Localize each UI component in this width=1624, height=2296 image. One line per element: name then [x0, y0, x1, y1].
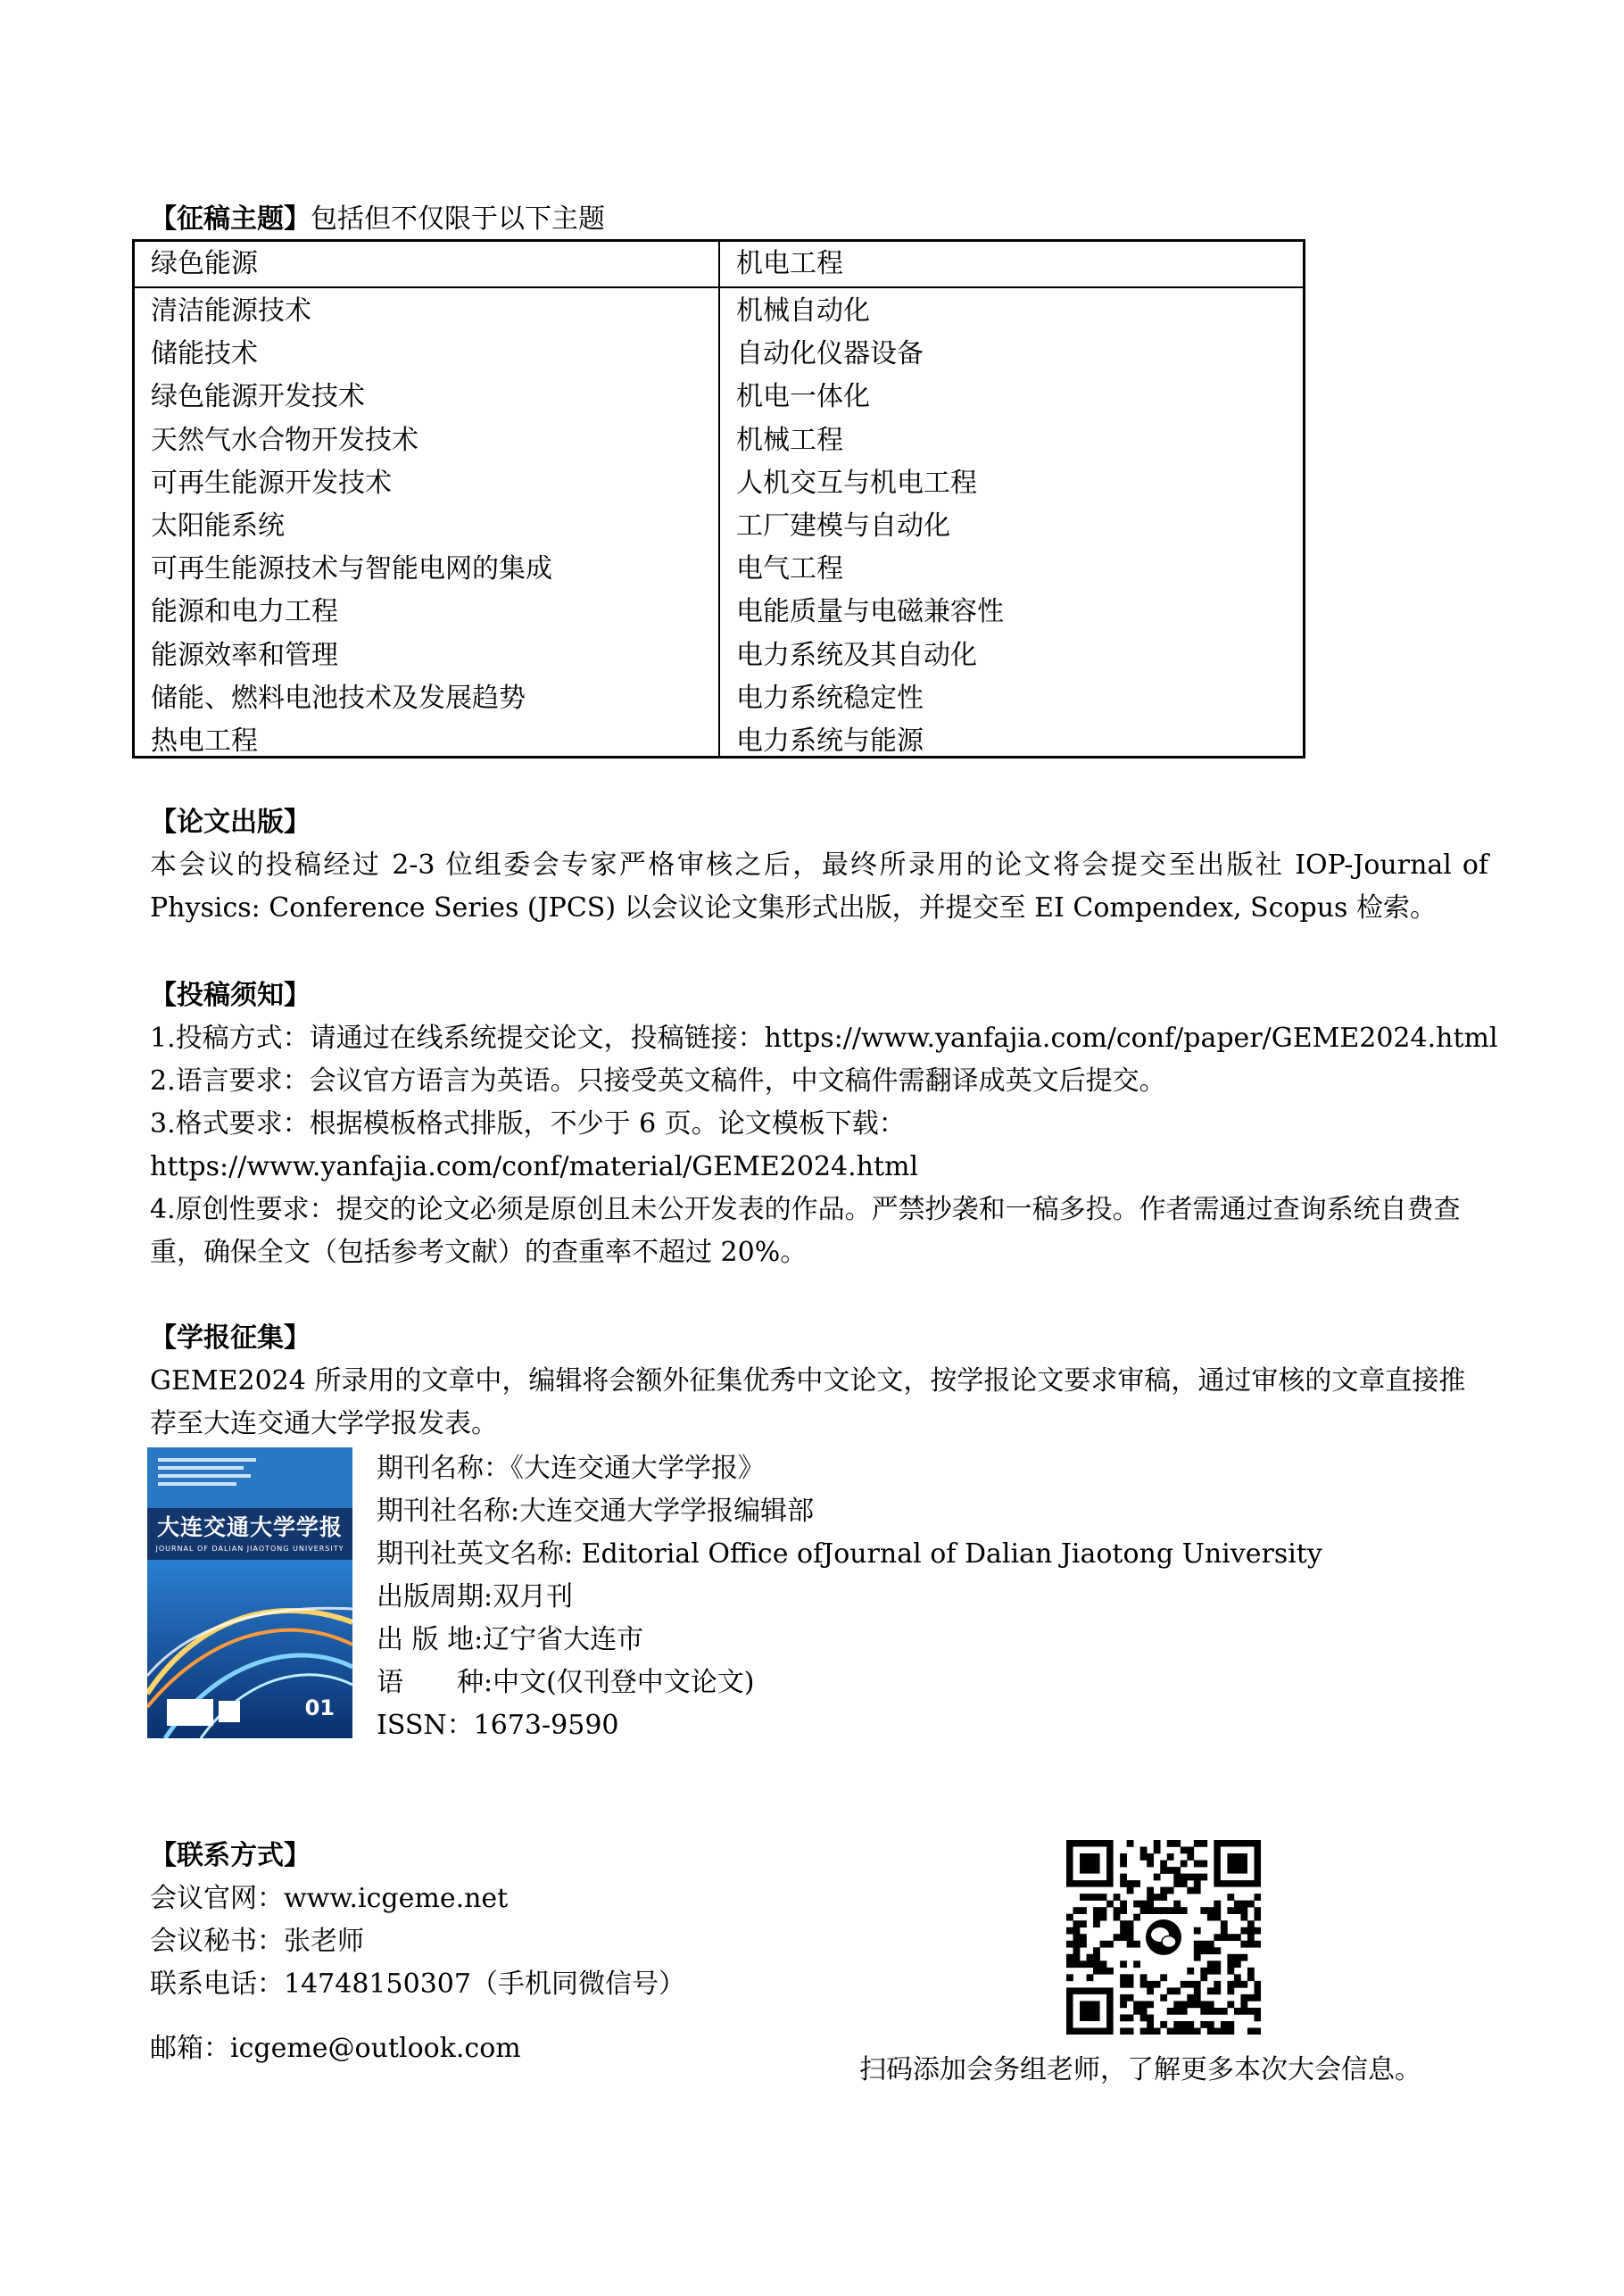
list-item: 机电一体化: [736, 381, 870, 413]
cover-small-text: [158, 1458, 265, 1490]
list-item: 电气工程: [736, 553, 843, 585]
list-item: 人机交互与机电工程: [736, 467, 977, 499]
contact-secretary: 会议秘书：张老师: [150, 1926, 364, 1957]
contact-website[interactable]: 会议官网：www.icgeme.net: [150, 1883, 509, 1914]
journal-text: GEME2024 所录用的文章中，编辑将会额外征集优秀中文论文，按学报论文要求审稿，通过审核的文章直接推荐至大连交通大学学报发表。: [150, 1365, 1466, 1439]
submission-line-4: 4.原创性要求：提交的论文必须是原创且未公开发表的作品。严禁抄袭和一稿多投。作者需通过查询系统自费查重，确保全文（包括参考文献）的查重率不超过 20%。: [150, 1194, 1461, 1268]
col1-list: [151, 290, 552, 763]
journal-info-publisher: 期刊社名称:大连交通大学学报编辑部: [377, 1496, 815, 1527]
list-item: 清洁能源技术: [151, 295, 311, 327]
topics-heading-label: 【征稿主题】: [150, 203, 311, 235]
list-item: 天然气水合物开发技术: [151, 424, 418, 456]
table-divider: [718, 242, 720, 756]
cover-issue: 01: [304, 1695, 335, 1720]
journal-info-language: 语 种:中文(仅刊登中文论文): [377, 1667, 755, 1698]
col2-header: 机电工程: [736, 248, 843, 279]
qr-caption: 扫码添加会务组老师，了解更多本次大会信息。: [859, 2054, 1421, 2085]
list-item: 可再生能源开发技术: [151, 467, 392, 499]
journal-cover-image: [147, 1447, 352, 1738]
contact-email[interactable]: 邮箱：icgeme@outlook.com: [150, 2033, 521, 2064]
submission-line-3: 3.格式要求：根据模板格式排版，不少于 6 页。论文模板下载：: [150, 1108, 906, 1140]
cover-title: 大连交通大学学报: [156, 1514, 343, 1540]
list-item: 太阳能系统: [151, 510, 285, 542]
list-item: 电力系统及其自动化: [736, 639, 977, 671]
col1-header: 绿色能源: [151, 248, 258, 279]
contact-heading: 【联系方式】: [150, 1840, 311, 1871]
submission-heading: 【投稿须知】: [150, 980, 311, 1011]
cover-subtitle: JOURNAL OF DALIAN JIAOTONG UNIVERSITY: [155, 1545, 344, 1553]
list-item: 能源和电力工程: [151, 596, 338, 628]
list-item: 可再生能源技术与智能电网的集成: [151, 553, 552, 585]
table-header-divider: [135, 286, 1303, 288]
list-item: 储能技术: [151, 338, 258, 370]
journal-info-frequency: 出版周期:双月刊: [377, 1581, 574, 1612]
list-item: 热电工程: [151, 725, 258, 757]
list-item: 绿色能源开发技术: [151, 381, 365, 413]
topics-intro: 包括但不仅限于以下主题: [311, 203, 605, 235]
publication-heading: 【论文出版】: [150, 807, 311, 838]
journal-info-issn: ISSN：1673-9590: [377, 1710, 619, 1741]
template-link[interactable]: https://www.yanfajia.com/conf/material/GEME2024.html: [150, 1151, 919, 1182]
list-item: 电能质量与电磁兼容性: [736, 596, 1004, 628]
journal-heading: 【学报征集】: [150, 1322, 311, 1354]
submission-line-2: 2.语言要求：会议官方语言为英语。只接受英文稿件，中文稿件需翻译成英文后提交。: [150, 1065, 1166, 1097]
col2-list: [736, 290, 1004, 763]
list-item: 机械自动化: [736, 295, 870, 327]
list-item: 自动化仪器设备: [736, 338, 924, 370]
journal-info-location: 出 版 地:辽宁省大连市: [377, 1624, 644, 1655]
cover-qr: [219, 1701, 240, 1722]
list-item: 能源效率和管理: [151, 639, 338, 671]
list-item: 储能、燃料电池技术及发展趋势: [151, 682, 526, 714]
submission-line-1: 1.投稿方式：请通过在线系统提交论文，投稿链接：https://www.yanfajia.com/conf/paper/GEME2024.html: [150, 1023, 1498, 1054]
wechat-qr-code: [1066, 1840, 1261, 2035]
publication-text: 本会议的投稿经过 2-3 位组委会专家严格审核之后，最终所录用的论文将会提交至出版社 IOP-Journal of Physics: Conference Series (JPCS) 以会议论文集形式出版，并提交至 EI Compendex, Scopus 检索。: [150, 850, 1488, 924]
list-item: 机械工程: [736, 424, 843, 456]
cover-title-box: [147, 1508, 352, 1560]
journal-info-name: 期刊名称：《大连交通大学学报》: [377, 1453, 765, 1484]
contact-phone: 联系电话：14748150307（手机同微信号）: [150, 1969, 685, 2000]
list-item: 电力系统稳定性: [736, 682, 924, 714]
cover-barcode: [167, 1699, 213, 1726]
list-item: 电力系统与能源: [736, 725, 924, 757]
journal-info-english-name: 期刊社英文名称: Editorial Office ofJournal of Dalian Jiaotong University: [377, 1538, 1322, 1570]
list-item: 工厂建模与自动化: [736, 510, 950, 542]
topics-table: [132, 239, 1305, 758]
topics-heading: [150, 198, 605, 241]
qr-pattern: [1066, 1840, 1261, 2035]
